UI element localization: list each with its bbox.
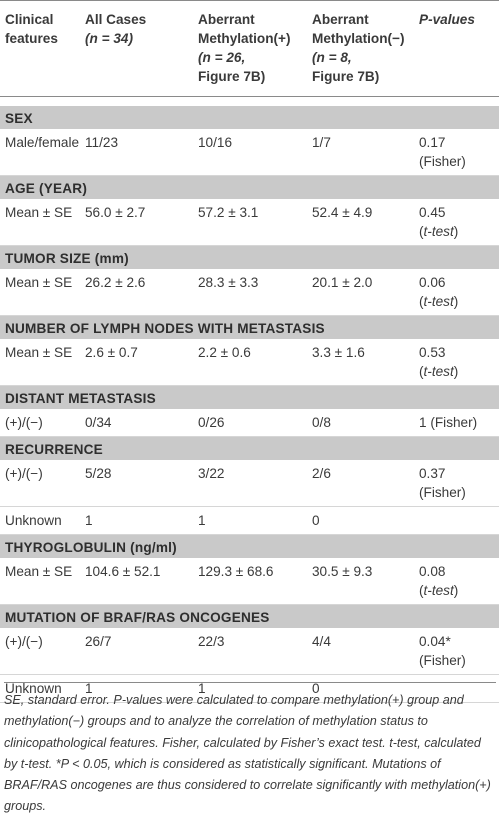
cell-all-cases: 26/7 xyxy=(80,628,193,675)
cell-methylation-negative: 30.5 ± 9.3 xyxy=(307,558,414,605)
table-row xyxy=(0,339,499,386)
cell-all-cases: 5/28 xyxy=(80,460,193,507)
cell-methylation-positive: 57.2 ± 3.1 xyxy=(193,199,307,246)
row-label: (+)/(−) xyxy=(0,409,80,437)
section-header xyxy=(0,246,499,270)
p-value: 0.17 xyxy=(419,135,446,150)
section-header xyxy=(0,316,499,340)
cell-all-cases: 2.6 ± 0.7 xyxy=(80,339,193,386)
test-name: t-test xyxy=(423,294,454,309)
cell-methylation-negative: 3.3 ± 1.6 xyxy=(307,339,414,386)
section-header xyxy=(0,106,499,130)
table-row xyxy=(0,628,499,675)
header-line: Aberrant xyxy=(198,12,255,27)
row-label: (+)/(−) xyxy=(0,628,80,675)
cell-all-cases: 1 xyxy=(80,507,193,535)
cell-all-cases: 56.0 ± 2.7 xyxy=(80,199,193,246)
cell-p-value: 0.06 (t-test) xyxy=(414,269,499,316)
table-row xyxy=(0,558,499,605)
section-title: MUTATION OF BRAF/RAS ONCOGENES xyxy=(0,605,499,629)
header-line: All Cases xyxy=(85,12,147,27)
cell-p-value: 0.45 (t-test) xyxy=(414,199,499,246)
test-name: t-test xyxy=(423,583,454,598)
section-title: NUMBER OF LYMPH NODES WITH METASTASIS xyxy=(0,316,499,340)
section-header xyxy=(0,605,499,629)
table-footnote: SE, standard error. P-values were calculated to compare methylation(+) group and methylation(−) groups and to analyze the correlation of methylation status to clinicopathological features. Fisher, calculated by Fisher’s exact test. t-test, calculated by t-test. *P < 0.05, which is considered as statistically significant. Mutations of BRAF/RAS oncogenes are thus considered to correlate significantly with methylation(+) groups. xyxy=(4,682,496,818)
cell-methylation-positive: 1 xyxy=(193,507,307,535)
row-label: (+)/(−) xyxy=(0,460,80,507)
cell-all-cases: 104.6 ± 52.1 xyxy=(80,558,193,605)
cell-methylation-positive: 10/16 xyxy=(193,129,307,176)
table-body xyxy=(0,106,499,703)
section-title: THYROGLOBULIN (ng/ml) xyxy=(0,535,499,559)
cell-methylation-negative: 20.1 ± 2.0 xyxy=(307,269,414,316)
header-line: features xyxy=(5,31,58,46)
cell-p-value: 0.08 (t-test) xyxy=(414,558,499,605)
section-title: RECURRENCE xyxy=(0,437,499,461)
cell-methylation-positive: 28.3 ± 3.3 xyxy=(193,269,307,316)
cell-methylation-positive: 1 xyxy=(193,675,307,703)
cell-all-cases: 26.2 ± 2.6 xyxy=(80,269,193,316)
row-label: Mean ± SE xyxy=(0,269,80,316)
p-value: 0.06 xyxy=(419,275,446,290)
table-row xyxy=(0,129,499,176)
row-label: Unknown xyxy=(0,507,80,535)
cell-methylation-positive: 129.3 ± 68.6 xyxy=(193,558,307,605)
cell-p-value xyxy=(414,507,499,535)
header-line: Methylation(+) xyxy=(198,31,291,46)
cell-methylation-negative: 52.4 ± 4.9 xyxy=(307,199,414,246)
header-p-values xyxy=(414,1,499,97)
section-title: SEX xyxy=(0,106,499,130)
p-value: 0.53 xyxy=(419,345,446,360)
test-name: (Fisher) xyxy=(419,485,466,500)
header-line: Methylation(−) xyxy=(312,31,405,46)
test-name: t-test xyxy=(423,364,454,379)
cell-methylation-positive: 22/3 xyxy=(193,628,307,675)
header-clinical-features xyxy=(0,1,80,97)
section-title: AGE (YEAR) xyxy=(0,176,499,200)
row-label: Mean ± SE xyxy=(0,199,80,246)
header-line: P-values xyxy=(419,12,475,27)
cell-p-value: 0.53 (t-test) xyxy=(414,339,499,386)
cell-methylation-positive: 0/26 xyxy=(193,409,307,437)
p-value: 0.37 xyxy=(419,466,446,481)
cell-methylation-negative: 4/4 xyxy=(307,628,414,675)
table-row xyxy=(0,507,499,535)
header-line: (n = 8, xyxy=(312,50,352,65)
cell-methylation-negative: 2/6 xyxy=(307,460,414,507)
cell-all-cases: 0/34 xyxy=(80,409,193,437)
cell-methylation-positive: 2.2 ± 0.6 xyxy=(193,339,307,386)
p-value: 0.45 xyxy=(419,205,446,220)
section-title: TUMOR SIZE (mm) xyxy=(0,246,499,270)
table-row xyxy=(0,460,499,507)
section-header xyxy=(0,176,499,200)
row-label: Male/female xyxy=(0,129,80,176)
cell-methylation-negative: 0 xyxy=(307,507,414,535)
cell-all-cases: 1 xyxy=(80,675,193,703)
section-header xyxy=(0,535,499,559)
header-line: (n = 34) xyxy=(85,31,133,46)
p-value: 0.04* xyxy=(419,634,451,649)
section-title: DISTANT METASTASIS xyxy=(0,386,499,410)
cell-methylation-negative: 1/7 xyxy=(307,129,414,176)
cell-p-value xyxy=(414,129,499,176)
section-header xyxy=(0,386,499,410)
section-header xyxy=(0,437,499,461)
header-methylation-negative xyxy=(307,1,414,97)
cell-methylation-negative: 0/8 xyxy=(307,409,414,437)
header-all-cases xyxy=(80,1,193,97)
header-line: Figure 7B) xyxy=(312,69,380,84)
row-label: Mean ± SE xyxy=(0,339,80,386)
cell-p-value xyxy=(414,628,499,675)
header-line: Figure 7B) xyxy=(198,69,266,84)
test-name: (Fisher) xyxy=(419,653,466,668)
test-name: (Fisher) xyxy=(419,154,466,169)
p-value: 1 (Fisher) xyxy=(419,415,478,430)
cell-all-cases: 11/23 xyxy=(80,129,193,176)
header-line: (n = 26, xyxy=(198,50,246,65)
header-methylation-positive xyxy=(193,1,307,97)
p-value: 0.08 xyxy=(419,564,446,579)
table-row xyxy=(0,409,499,437)
table-row xyxy=(0,269,499,316)
cell-p-value xyxy=(414,409,499,437)
table-header xyxy=(0,1,499,106)
table-row xyxy=(0,199,499,246)
test-name: t-test xyxy=(423,224,454,239)
row-label: Unknown xyxy=(0,675,80,703)
cell-methylation-negative: 0 xyxy=(307,675,414,703)
header-line: Aberrant xyxy=(312,12,369,27)
row-label: Mean ± SE xyxy=(0,558,80,605)
cell-methylation-positive: 3/22 xyxy=(193,460,307,507)
header-line: Clinical xyxy=(5,12,54,27)
cell-p-value xyxy=(414,460,499,507)
